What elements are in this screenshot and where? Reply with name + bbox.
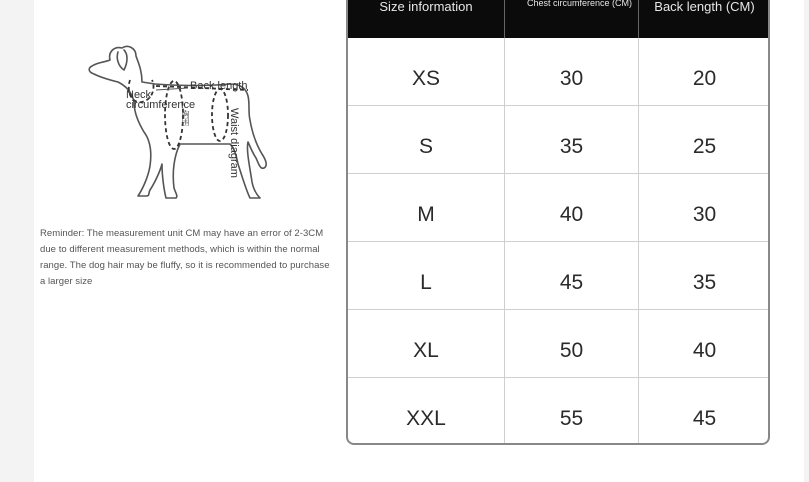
header-back [639,0,770,38]
cell-chest: 50 [505,310,639,378]
header-size [348,0,505,38]
header-size-label: Size information [379,0,473,14]
cell-size: XXL [348,378,505,445]
measurement-reminder: Reminder: The measurement unit CM may have an error of 2-3CM due to different measurement methods, which is within the normal range. The dog hair may be fluffy, so it is recommended to purchase a larger size [40,228,330,287]
table-row-last [348,378,768,445]
neck-circumference-label: Neck circumference [126,89,196,111]
chest-label: 胸围 [181,110,190,126]
cell-back: 40 [639,310,770,378]
waist-diagram-label: Waist diagram [228,108,240,178]
back-length-label: Back length [190,80,248,92]
cell-size: L [348,242,505,310]
cell-back: 35 [639,242,770,310]
cell-back: 20 [639,38,770,106]
cell-chest: 35 [505,106,639,174]
cell-size: XS [348,38,505,106]
cell-chest: 40 [505,174,639,242]
cell-chest: 55 [505,378,639,445]
header-chest [505,0,639,38]
cell-back: 45 [692,407,717,430]
cell-size: XL [348,310,505,378]
cell-chest: 45 [505,242,639,310]
cell-size: M [348,174,505,242]
size-table [346,0,770,445]
cell-size: S [348,106,505,174]
table-header [348,0,768,38]
header-chest-label: Chest circumference (CM) [527,0,633,8]
header-back-label: Back length (CM) [654,0,755,14]
table-body [348,38,768,378]
cell-back: 30 [639,174,770,242]
cell-back: 25 [639,106,770,174]
cell-chest: 30 [505,38,639,106]
